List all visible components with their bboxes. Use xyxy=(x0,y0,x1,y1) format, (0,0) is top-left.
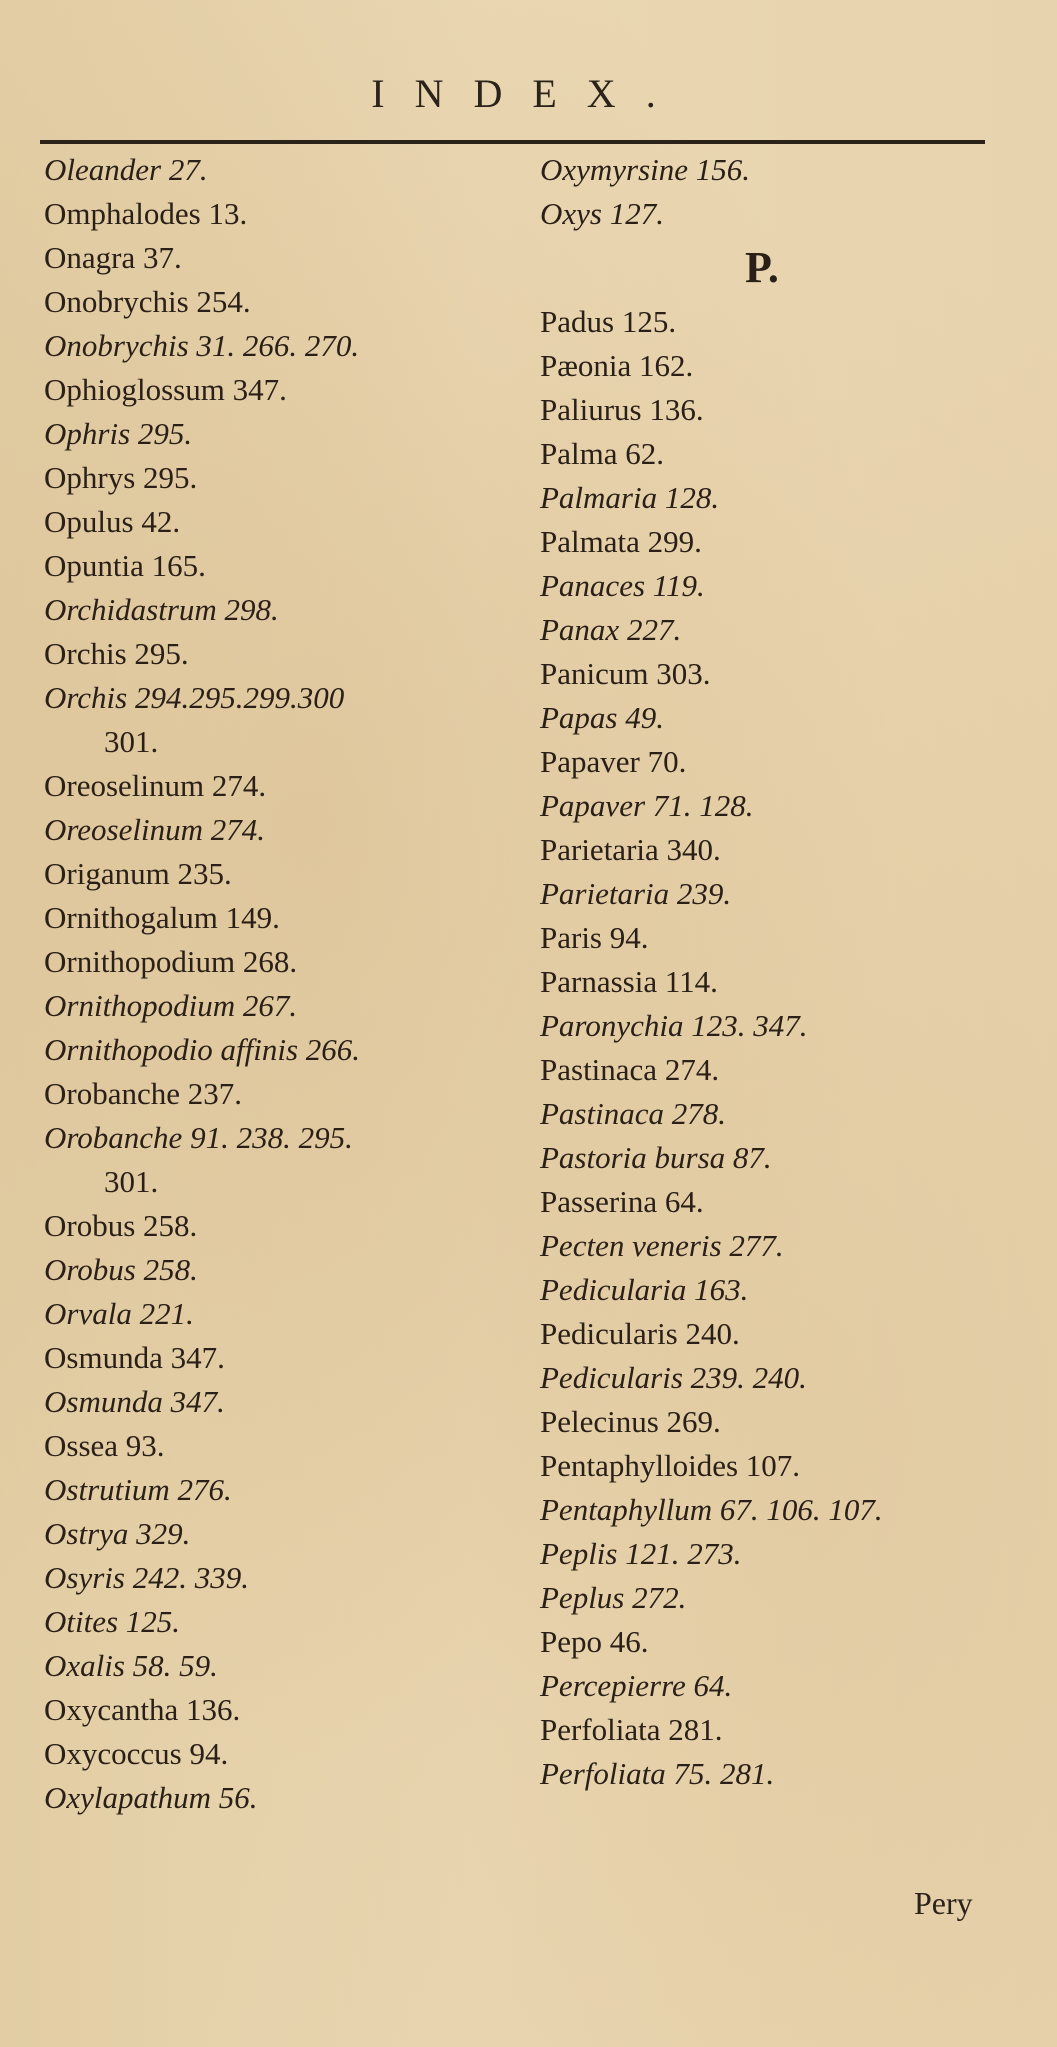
index-entry: Peplis 121. 273. xyxy=(540,1536,742,1571)
index-entry: Passerina 64. xyxy=(540,1184,704,1219)
index-entry: Padus 125. xyxy=(540,304,677,339)
index-entry: Orchidastrum 298. xyxy=(44,592,279,627)
index-entry: Pedicularis 240. xyxy=(540,1316,740,1351)
header-rule xyxy=(40,140,985,144)
index-entry: Pastoria bursa 87. xyxy=(540,1140,772,1175)
index-entry: Papas 49. xyxy=(540,700,664,735)
index-entry: Ornithogalum 149. xyxy=(44,900,280,935)
index-entry: Oxycoccus 94. xyxy=(44,1736,229,1771)
index-entry: Ostrya 329. xyxy=(44,1516,191,1551)
index-entry: Ornithopodio affinis 266. xyxy=(44,1032,361,1067)
index-entry: Opuntia 165. xyxy=(44,548,206,583)
index-entry: Parnassia 114. xyxy=(540,964,718,999)
index-entry: Pedicularia 163. xyxy=(540,1272,749,1307)
index-entry: Perfoliata 281. xyxy=(540,1712,723,1747)
index-entry: Ophioglossum 347. xyxy=(44,372,287,407)
index-entry: Origanum 235. xyxy=(44,856,232,891)
index-entry: Palma 62. xyxy=(540,436,664,471)
index-entry: Ossea 93. xyxy=(44,1428,165,1463)
index-entry: Pecten veneris 277. xyxy=(540,1228,784,1263)
index-entry: Ornithopodium 267. xyxy=(44,988,298,1023)
index-entry: Parietaria 239. xyxy=(540,876,732,911)
index-entry: Papaver 71. 128. xyxy=(540,788,754,823)
index-entry: Panaces 119. xyxy=(540,568,705,603)
index-entry: Onobrychis 31. 266. 270. xyxy=(44,328,360,363)
index-entry: Paliurus 136. xyxy=(540,392,704,427)
index-entry: Osyris 242. 339. xyxy=(44,1560,249,1595)
index-entry: Pentaphyllum 67. 106. 107. xyxy=(540,1492,883,1527)
index-entry: Panicum 303. xyxy=(540,656,711,691)
index-entry: Oreoselinum 274. xyxy=(44,768,267,803)
index-entry: Orobanche 91. 238. 295. xyxy=(44,1120,353,1155)
index-entry: 301. xyxy=(104,1164,159,1199)
index-entry: Ornithopodium 268. xyxy=(44,944,298,979)
left-column xyxy=(44,148,524,1820)
right-column xyxy=(540,148,1020,1796)
index-entry: Pastinaca 278. xyxy=(540,1096,726,1131)
index-entry: Paris 94. xyxy=(540,920,649,955)
index-entry: Oxycantha 136. xyxy=(44,1692,241,1727)
index-entry: Perfoliata 75. 281. xyxy=(540,1756,775,1791)
index-entry: Oxys 127. xyxy=(540,196,664,231)
index-entry: Pelecinus 269. xyxy=(540,1404,721,1439)
index-entry: Palmata 299. xyxy=(540,524,702,559)
index-entry: Peplus 272. xyxy=(540,1580,687,1615)
index-entry: Onagra 37. xyxy=(44,240,182,275)
index-entry: Oxymyrsine 156. xyxy=(540,152,751,187)
index-entry: Orobus 258. xyxy=(44,1208,198,1243)
index-entry: Ophrys 295. xyxy=(44,460,198,495)
index-entry: 301. xyxy=(104,724,159,759)
index-entry: Palmaria 128. xyxy=(540,480,720,515)
index-entry: Onobrychis 254. xyxy=(44,284,251,319)
index-entry: Orvala 221. xyxy=(44,1296,194,1331)
index-entry: Osmunda 347. xyxy=(44,1384,225,1419)
index-entry: Parietaria 340. xyxy=(540,832,721,867)
index-entry: Pentaphylloides 107. xyxy=(540,1448,801,1483)
index-entry: Pastinaca 274. xyxy=(540,1052,720,1087)
index-entry: Orchis 294.295.299.300 xyxy=(44,680,345,715)
index-entry: Pedicularis 239. 240. xyxy=(540,1360,807,1395)
index-entry: Oleander 27. xyxy=(44,152,208,187)
index-entry: Pæonia 162. xyxy=(540,348,694,383)
index-entry: Papaver 70. xyxy=(540,744,687,779)
index-entry: Ostrutium 276. xyxy=(44,1472,232,1507)
index-entry: Orobanche 237. xyxy=(44,1076,242,1111)
index-entry: Opulus 42. xyxy=(44,504,181,539)
index-entry: Oreoselinum 274. xyxy=(44,812,265,847)
index-entry: Panax 227. xyxy=(540,612,682,647)
section-letter: P. xyxy=(745,243,779,292)
catchword: Pery xyxy=(914,1885,973,1921)
index-entry: Ophris 295. xyxy=(44,416,193,451)
index-entry: Orobus 258. xyxy=(44,1252,198,1287)
index-entry: Oxylapathum 56. xyxy=(44,1780,258,1815)
page-header: INDEX. xyxy=(371,71,686,116)
index-entry: Oxalis 58. 59. xyxy=(44,1648,218,1683)
index-entry: Osmunda 347. xyxy=(44,1340,225,1375)
index-entry: Otites 125. xyxy=(44,1604,181,1639)
index-entry: Orchis 295. xyxy=(44,636,189,671)
index-entry: Percepierre 64. xyxy=(540,1668,733,1703)
index-entry: Paronychia 123. 347. xyxy=(540,1008,808,1043)
index-entry: Pepo 46. xyxy=(540,1624,649,1659)
index-entry: Omphalodes 13. xyxy=(44,196,248,231)
